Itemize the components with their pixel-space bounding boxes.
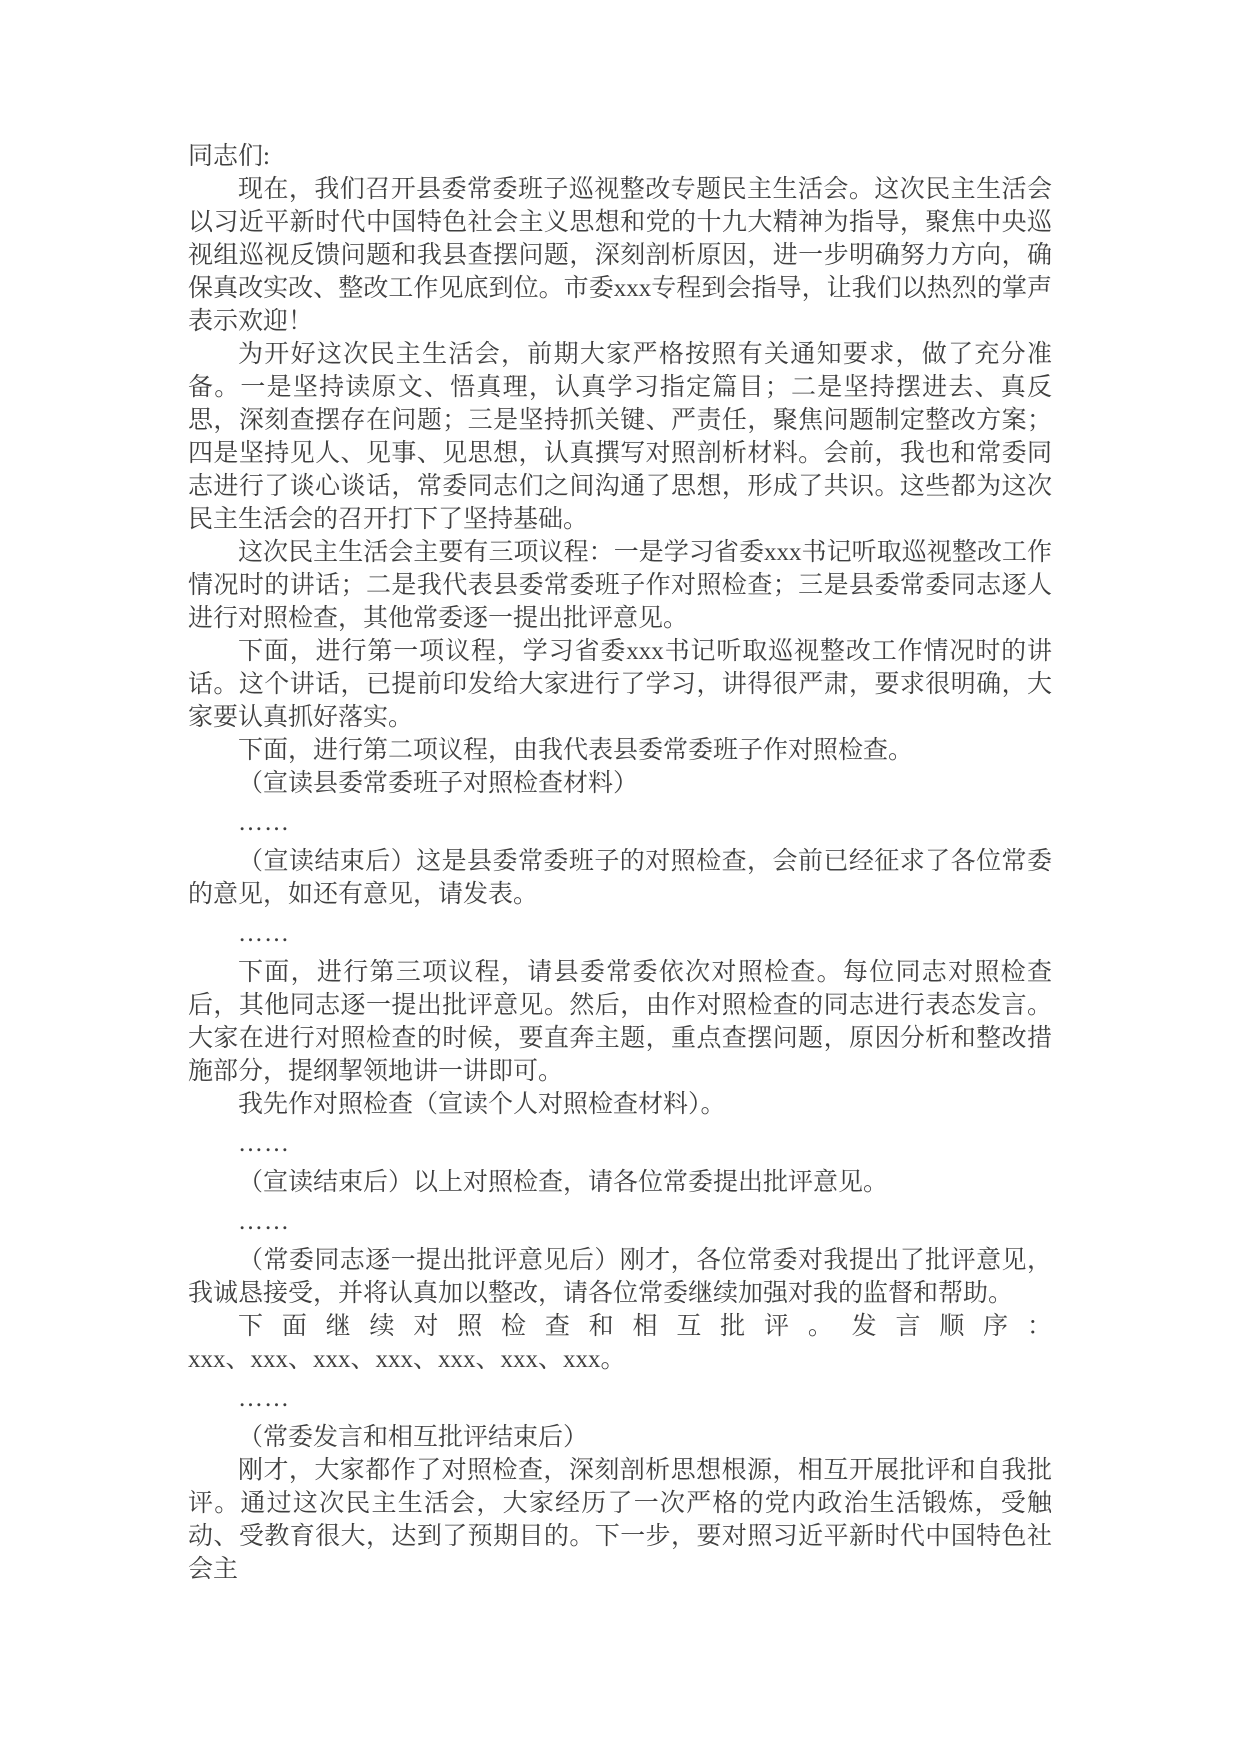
paragraph-after-reading: （宣读结束后）这是县委常委班子的对照检查，会前已经征求了各位常委的意见，如还有意见，请发表。 [188, 848, 1052, 908]
salutation: 同志们: [188, 143, 270, 170]
paragraph-speech-order-heading: 下面继续对照检查和相互批评。发言顺序： [238, 1313, 1052, 1340]
paragraph-agenda-item-2: 下面，进行第二项议程，由我代表县委常委班子作对照检查。 [238, 737, 914, 764]
paragraph-agenda: 这次民主生活会主要有三项议程：一是学习省委xxx书记听取巡视整改工作情况时的讲话；二是我代表县委常委班子作对照检查；三是县委常委同志逐人进行对照检查，其他常委逐一提出批评意见。 [188, 539, 1052, 632]
paragraph-request-criticism: （宣读结束后）以上对照检查，请各位常委提出批评意见。 [238, 1169, 889, 1196]
ellipsis-separator: …… [238, 920, 290, 947]
paragraph-stage-note: （宣读县委常委班子对照检查材料） [238, 770, 639, 797]
paragraph-agenda-item-1: 下面，进行第一项议程，学习省委xxx书记听取巡视整改工作情况时的讲话。这个讲话，已提前印发给大家进行了学习，讲得很严肃，要求很明确，大家要认真抓好落实。 [188, 638, 1052, 731]
paragraph-opening: 现在，我们召开县委常委班子巡视整改专题民主生活会。这次民主生活会以习近平新时代中国特色社会主义思想和党的十九大精神为指导，聚焦中央巡视组巡视反馈问题和我县查摆问题，深刻剖析原因，进一步明确努力方向，确保真改实改、整改工作见底到位。市委xxx专程到会指导，让我们以热烈的掌声表示欢迎！ [188, 176, 1052, 335]
paragraph-accept-criticism: （常委同志逐一提出批评意见后）刚才，各位常委对我提出了批评意见，我诚恳接受，并将认真加以整改，请各位常委继续加强对我的监督和帮助。 [188, 1247, 1052, 1307]
paragraph-speech-order-list: xxx、xxx、xxx、xxx、xxx、xxx、xxx。 [188, 1346, 626, 1373]
paragraph-stage-note-end: （常委发言和相互批评结束后） [238, 1424, 589, 1451]
document-body [188, 140, 1052, 1586]
paragraph-self-check: 我先作对照检查（宣读个人对照检查材料）。 [238, 1091, 726, 1118]
paragraph-agenda-item-3: 下面，进行第三项议程，请县委常委依次对照检查。每位同志对照检查后，其他同志逐一提出批评意见。然后，由作对照检查的同志进行表态发言。大家在进行对照检查的时候，要直奔主题，重点查摆问题，原因分析和整改措施部分，提纲挈领地讲一讲即可。 [188, 959, 1052, 1085]
ellipsis-separator: …… [238, 809, 290, 836]
paragraph-summary: 刚才，大家都作了对照检查，深刻剖析思想根源，相互开展批评和自我批评。通过这次民主生活会，大家经历了一次严格的党内政治生活锻炼，受触动、受教育很大，达到了预期目的。下一步，要对照习近平新时代中国特色社会主 [188, 1457, 1052, 1583]
ellipsis-separator: …… [238, 1130, 290, 1157]
paragraph-preparation: 为开好这次民主生活会，前期大家严格按照有关通知要求，做了充分准备。一是坚持读原文、悟真理，认真学习指定篇目；二是坚持摆进去、真反思，深刻查摆存在问题；三是坚持抓关键、严责任，聚焦问题制定整改方案；四是坚持见人、见事、见思想，认真撰写对照剖析材料。会前，我也和常委同志进行了谈心谈话，常委同志们之间沟通了思想，形成了共识。这些都为这次民主生活会的召开打下了坚持基础。 [188, 341, 1052, 533]
ellipsis-separator: …… [238, 1208, 290, 1235]
ellipsis-separator: …… [238, 1385, 290, 1412]
